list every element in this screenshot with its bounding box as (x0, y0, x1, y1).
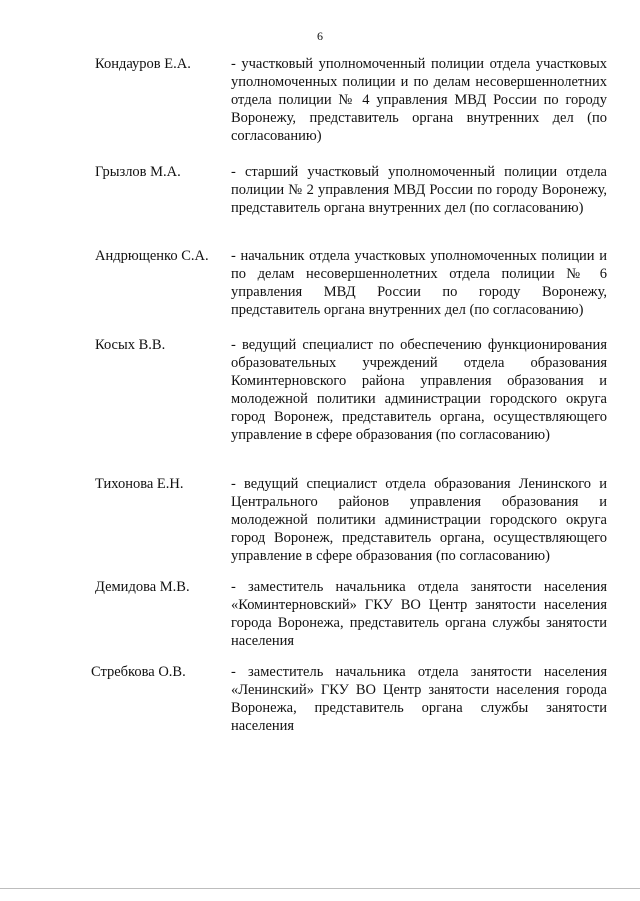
page-edge-line (0, 888, 640, 889)
member-description: - старший участковый уполномоченный полиции отдела полиции № 2 управления МВД России по городу Воронежу, представитель органа внутренних дел (по согласованию) (231, 164, 607, 216)
member-description: - участковый уполномоченный полиции отдела участковых уполномоченных полиции и по делам несовершеннолетних отдела полиции № 4 управления МВД России по городу Воронежу, представитель органа внутренних дел (по согласованию) (231, 56, 607, 144)
member-name: Тихонова Е.Н. (95, 476, 184, 492)
member-description: - ведущий специалист отдела образования Ленинского и Центрального районов управления образования и молодежной политики администрации городского округа город Воронеж, представитель органа, осуществляющего управление в сфере образования (по согласованию) (231, 476, 607, 564)
member-description: - начальник отдела участковых уполномоченных полиции и по делам несовершеннолетних отдела полиции № 6 управления МВД России по городу Воронежу, представитель органа внутренних дел (по согласованию) (231, 248, 607, 318)
member-description: - заместитель начальника отдела занятости населения «Коминтерновский» ГКУ ВО Центр занятости населения города Воронежа, представитель органа службы занятости населения (231, 579, 607, 649)
member-name: Грызлов М.А. (95, 164, 181, 180)
member-description: - заместитель начальника отдела занятости населения «Ленинский» ГКУ ВО Центр занятости населения города Воронежа, представитель органа службы занятости населения (231, 664, 607, 734)
member-name: Косых В.В. (95, 337, 166, 353)
member-name: Демидова М.В. (95, 579, 190, 595)
member-name: Стребкова О.В. (91, 664, 186, 680)
page-number: 6 (317, 29, 323, 43)
member-name: Кондауров Е.А. (95, 56, 191, 72)
member-name: Андрющенко С.А. (95, 248, 209, 264)
member-description: - ведущий специалист по обеспечению функционирования образовательных учреждений отдела образования Коминтерновского района управления образования и молодежной политики администрации городского округа город Воронеж, представитель органа, осуществляющего управление в сфере образования (по согласованию) (231, 337, 607, 443)
